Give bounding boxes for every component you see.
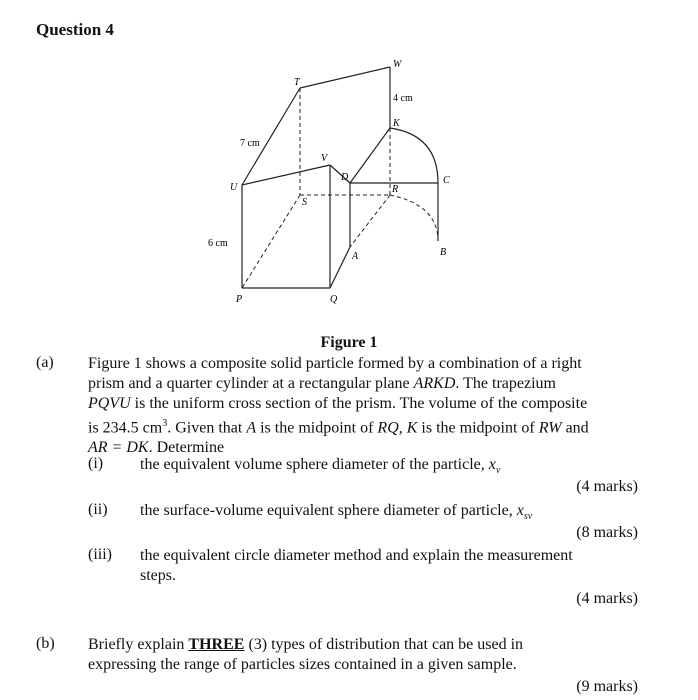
part-b-text: Briefly explain THREE (3) types of distribution that can be used in expressing the range of particles sizes contained in a given sample. — [88, 636, 524, 673]
sub-iii-label: (iii) — [88, 546, 112, 563]
stem-line-3: PQVU is the uniform cross section of the prism. The volume of the composite — [88, 395, 588, 412]
label-B: B — [440, 247, 447, 258]
hidden-RA — [350, 195, 390, 247]
edge-UT — [242, 88, 300, 185]
three-emphasis: THREE — [188, 636, 245, 653]
label-C: C — [443, 175, 450, 186]
sub-ii-text: the surface-volume equivalent sphere diameter of particle, $x_{sv}$ — [140, 502, 533, 523]
stem-line-2: prism and a quarter cylinder at a rectangular plane ARKD. The trapezium — [88, 375, 556, 392]
sub-ii-marks: (8 marks) — [576, 524, 638, 541]
edge-AQ — [330, 247, 350, 288]
hidden-SP — [242, 195, 300, 288]
label-W: W — [393, 59, 402, 70]
hidden-arc-bottom — [390, 195, 438, 241]
label-V: V — [321, 153, 328, 164]
part-a-stem — [88, 354, 638, 458]
edge-DK — [350, 128, 390, 183]
stem-line-5: AR = DK. Determine — [88, 439, 225, 457]
edge-UV — [242, 165, 330, 185]
figure-1-diagram — [200, 55, 480, 310]
figure-caption: Figure 1 — [320, 334, 378, 351]
dim-top-edge: 7 cm — [240, 138, 260, 149]
stem-line-4: is 234.5 $cm^3$. Given that A is the midpoint of RQ, K is the midpoint of RW and — [88, 418, 589, 437]
sub-i-label: (i) — [88, 455, 104, 472]
quarter-arc-top — [390, 128, 438, 183]
sub-i-marks: (4 marks) — [576, 478, 638, 495]
edge-TW — [300, 67, 390, 88]
sub-i-text: the equivalent volume sphere diameter of the particle, $x_v$ — [140, 456, 501, 477]
label-A: A — [352, 251, 359, 262]
question-title: Question 4 — [36, 20, 114, 39]
label-K: K — [393, 118, 400, 129]
sub-iii-text: the equivalent circle diameter method and explain the measurement steps. — [140, 547, 573, 584]
dim-height: 6 cm — [208, 238, 228, 249]
sub-iii-marks: (4 marks) — [576, 590, 638, 607]
label-Q: Q — [330, 294, 338, 305]
label-R: R — [392, 184, 399, 195]
part-b-marks: (9 marks) — [576, 678, 638, 695]
part-a-label: (a) — [36, 354, 54, 371]
label-D: D — [341, 172, 349, 183]
dim-short-edge: 4 cm — [393, 93, 413, 104]
sub-ii-label: (ii) — [88, 501, 108, 518]
label-T: T — [294, 77, 300, 88]
part-b-label: (b) — [36, 635, 55, 652]
label-P: P — [236, 294, 243, 305]
label-U: U — [230, 182, 238, 193]
stem-line-1: Figure 1 shows a composite solid particle formed by a combination of a right — [88, 355, 582, 372]
label-S: S — [302, 197, 307, 208]
